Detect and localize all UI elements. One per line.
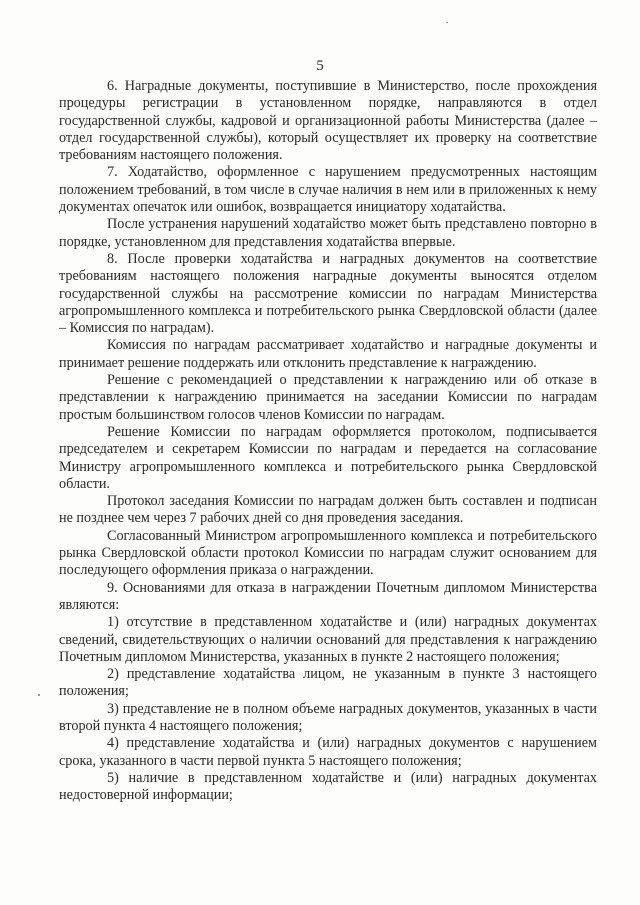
- paragraph-6: 6. Наградные документы, поступившие в Министерство, после прохождения процедуры регистрации в установленном порядке, направляются в отдел государственной службы, кадровой и организационной работы Министерства (далее – отдел государственной службы), который осуществляет их проверку на соответствие требованиям настоящего положения.: [59, 78, 597, 164]
- scan-speck: [38, 694, 40, 696]
- paragraph-7-resubmission: После устранения нарушений ходатайство может быть представлено повторно в порядке, установленном для представления ходатайства впервые.: [59, 216, 597, 250]
- paragraph-8-order-basis: Согласованный Министром агропромышленного комплекса и потребительского рынка Свердловской области протокол Комиссии по наградам служит основанием для последующего оформления приказа о награждении.: [59, 527, 597, 579]
- paragraph-8-commission-decision: Комиссия по наградам рассматривает ходатайство и наградные документы и принимает решение поддержать или отклонить представление к награждению.: [59, 337, 597, 371]
- paragraph-8-protocol: Решение Комиссии по наградам оформляется протоколом, подписывается председателем и секретарем Комиссии по наградам и передается на согласование Министру агропромышленного комплекса и потребительского рынка Свердловской области.: [59, 423, 597, 492]
- paragraph-8-protocol-deadline: Протокол заседания Комиссии по наградам должен быть составлен и подписан не позднее чем через 7 рабочих дней со дня проведения заседания.: [59, 493, 597, 527]
- list-item-5: 5) наличие в представленном ходатайстве и (или) наградных документах недостоверной информации;: [59, 769, 597, 804]
- list-item-4: 4) представление ходатайства и (или) наградных документов с нарушением срока, указанного в части первой пункта 5 настоящего положения;: [59, 735, 597, 769]
- list-item-3: 3) представление не в полном объеме наградных документов, указанных в части второй пункта 4 настоящего положения;: [59, 700, 597, 734]
- list-item-1: 1) отсутствие в представленном ходатайстве и (или) наградных документах сведений, свидетельствующих о наличии оснований для представления к награждению Почетным дипломом Министерства, указанных в пункте 2 настоящего положения;: [59, 614, 597, 665]
- paragraph-9: 9. Основаниями для отказа в награждении Почетным дипломом Министерства являются:: [59, 579, 597, 613]
- list-item-2: 2) представление ходатайства лицом, не указанным в пункте 3 настоящего положения;: [59, 666, 597, 700]
- page-number: 5: [316, 58, 324, 74]
- paragraph-7: 7. Ходатайство, оформленное с нарушением предусмотренных настоящим положением требований, в том числе в случае наличия в нем или в приложенных к нему документах опечаток или ошибок, возвращается инициатору ходатайства.: [59, 164, 597, 216]
- paragraph-8-voting: Решение с рекомендацией о представлении к награждению или об отказе в представлении к награждению принимается на заседании Комиссии по наградам простым большинством голосов членов Комиссии по наградам.: [59, 372, 597, 423]
- document-body: [59, 78, 597, 804]
- scan-speck: [446, 22, 448, 23]
- paragraph-8: 8. После проверки ходатайства и наградных документов на соответствие требованиям настоящего положения наградные документы выносятся отделом государственной службы на рассмотрение комиссии по наградам Министерства агропромышленного комплекса и потребительского рынка Свердловской области (далее – Комиссия по наградам).: [59, 250, 597, 337]
